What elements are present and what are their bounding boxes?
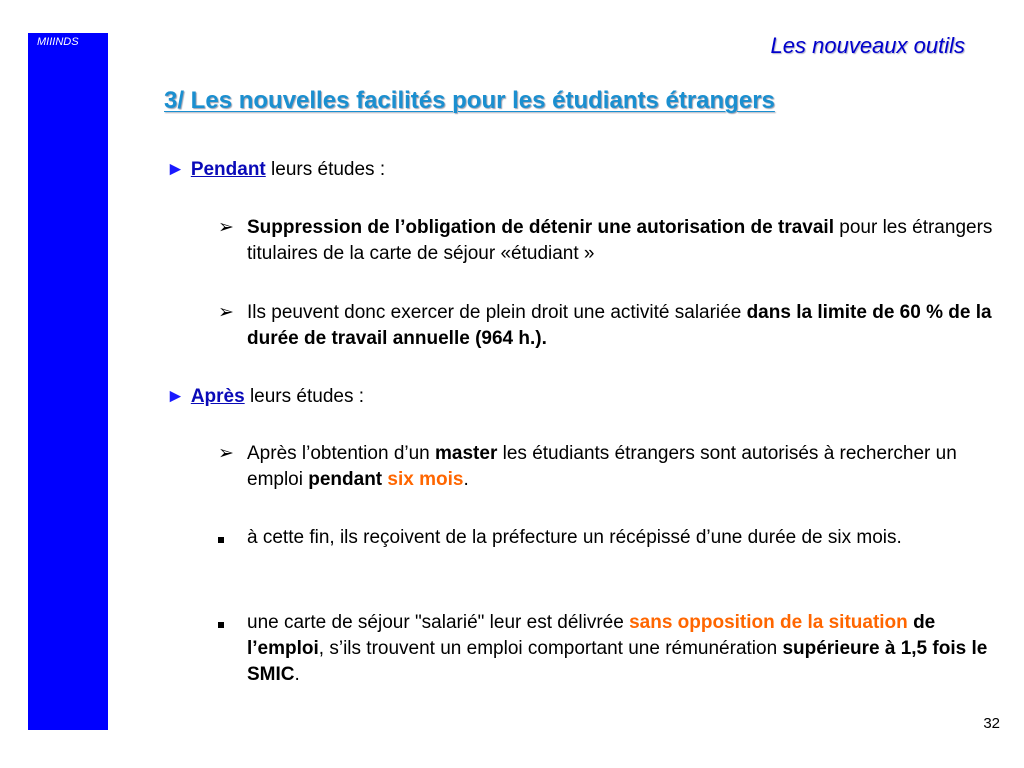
list-item-text (247, 610, 1008, 688)
pendant-rest: leurs études : (265, 159, 386, 180)
item-highlight-text: sans opposition de la situation (629, 612, 908, 633)
item-text: Après l’obtention d’un (247, 443, 436, 464)
pendant-heading (166, 157, 385, 183)
apres-rest: leurs études : (244, 386, 365, 407)
section-title: Les nouveaux outils (770, 33, 965, 58)
list-item-text (247, 215, 1008, 267)
pendant-item-1 (218, 215, 1008, 267)
apres-item-3 (218, 610, 1008, 688)
apres-item-2 (218, 525, 1008, 551)
item-bold-text: pendant (308, 469, 383, 490)
chevron-bullet-icon: ➢ (218, 302, 234, 323)
item-text: , s’ils trouvent un emploi comportant une rémunération (318, 638, 783, 659)
pendant-keyword: Pendant (190, 159, 266, 180)
list-item-text (247, 300, 1008, 352)
chevron-bullet-icon: ➢ (218, 217, 234, 238)
item-bold-text: dans la limite de 60 % de la durée de travail annuelle (964 h.). (247, 302, 992, 349)
arrow-bullet-icon: ► (166, 159, 185, 180)
item-bold-text: Suppression de l’obligation de détenir une autorisation de travail (247, 217, 834, 238)
arrow-bullet-icon: ► (166, 386, 185, 407)
item-text: pour les étrangers titulaires de la carte de séjour «étudiant » (247, 217, 993, 264)
slide-heading: 3/ Les nouvelles facilités pour les étudiants étrangers (164, 87, 775, 114)
apres-keyword: Après (190, 386, 245, 407)
pendant-item-2 (218, 300, 1008, 352)
list-item-text: à cette fin, ils reçoivent de la préfecture un récépissé d’une durée de six mois. (247, 527, 902, 548)
item-bold-text: master (435, 443, 498, 464)
item-highlight-text: six mois (387, 469, 464, 490)
apres-item-1 (218, 441, 1008, 493)
item-bold-text: supérieure à 1,5 fois le SMIC (247, 638, 988, 685)
item-text: . (294, 664, 300, 685)
item-text: les étudiants étrangers sont autorisés à rechercher un emploi (247, 443, 957, 490)
item-bold-text: de l’emploi (247, 612, 936, 659)
list-item-text (247, 441, 1008, 493)
chevron-bullet-icon: ➢ (218, 443, 234, 464)
apres-heading (166, 384, 364, 410)
item-text: une carte de séjour "salarié" leur est délivrée (247, 612, 630, 633)
item-text: . (463, 469, 469, 490)
item-text: Ils peuvent donc exercer de plein droit une activité salariée (247, 302, 747, 323)
page-number: 32 (983, 715, 1000, 732)
sidebar-label: MIIINDS (37, 36, 79, 48)
square-bullet-icon (218, 610, 244, 636)
square-bullet-icon (218, 525, 244, 551)
